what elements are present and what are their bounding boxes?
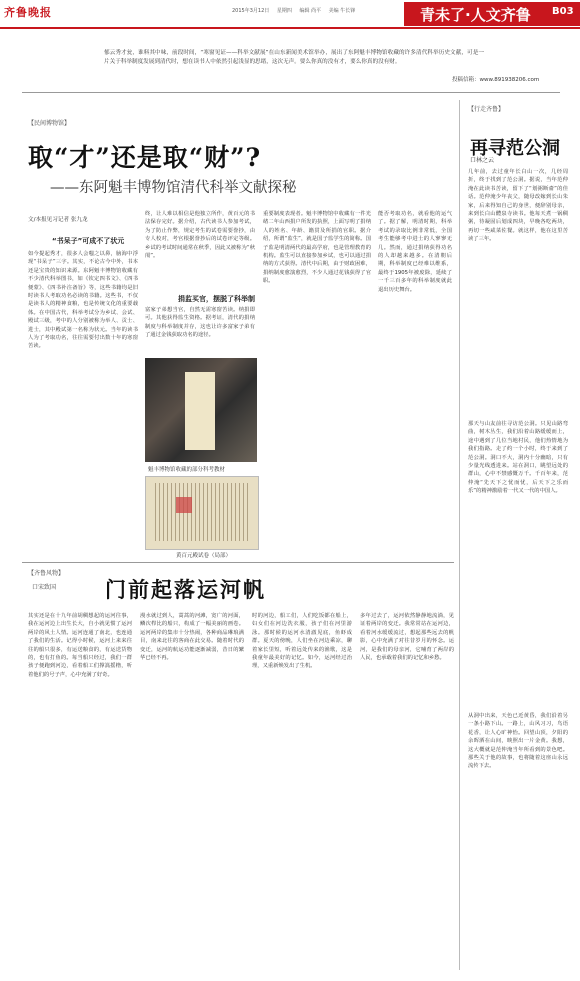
section-head-1: “书呆子”可成不了状元 [52,237,125,245]
page-number: B03 [552,6,574,17]
left-article-subtitle: ——东阿魁丰博物馆清代科举文献探秘 [50,180,297,196]
book-cover [185,372,215,450]
right-col-3: 从洞中出来，天色已近黄昏，我们沿着另一条小路下山。一路上，山风习习，鸟语花香，让人心旷神怡。回望山顶，夕阳的余晖洒在山间，映照出一片金黄。我想，这大概就是范仲淹当年所看到的景色吧。那些关于他的故事，也将随着这座山永远流传下去。 [468,713,568,770]
header-meta [232,7,361,14]
left-article-byline: 文/本报见习记者 张九龙 [28,217,88,223]
exam-paper-photo [145,476,259,550]
bottom-article-tag: 【齐鲁风物】 [28,570,65,577]
column-divider [459,100,460,970]
bottom-article-author: 口宋致国 [32,584,57,591]
bottom-article-title: 门前起落运河帆 [105,577,266,602]
left-col-5: 能否考取功名，就看他的运气了。据了解，明清时期，科举考试的录取比例非常低，全国考生能够考中进士的人寥寥无几。然而，通过捐纳获得功名的人却越来越多。在清朝后期，科举制度已经难以维系，最终于1905年被废除，延续了一千三百多年的科举制度就此退出历史舞台。 [378,211,452,293]
section-title: 青未了·人文齐鲁 [420,6,531,24]
issue-date: 2015年3月12日 [232,8,270,14]
contact-email: 投稿信箱：www.891938206.com [452,77,540,83]
left-article-title: 取“才”还是取“财”? [28,143,262,172]
right-col-1: 几年前，去过童年长白山一次，几经周折，终于找到了范公洞。据说，当年范仲淹在此读书苦读，留下了“划粥断齑”的佳话。范仲淹少年丧父，随母改嫁到长山朱家，后来得知自己的身世，便辞别母亲，来到长白山醴泉寺读书。他每天煮一锅稠粥，待凝固后划成四块，早晚各吃两块，再切一些咸菜佐餐。就这样，他在这里苦读了三年。 [468,169,568,243]
bottom-col-3: 时的河边，船工们，人们吃饭都在船上，妇女们在河边洗衣服，孩子们在河里游泳。那时候的运河水清澈见底，鱼虾成群。夏天的傍晚，人们坐在河边乘凉，聊着家长里短，听着远处传来的渔歌，这是我童年最美好的记忆。如今，运河经过治理，又重新焕发出了生机。 [252,613,352,670]
photo-caption-1: 魁丰博物馆收藏的部分科考教材 [148,467,226,473]
right-article-title: 再寻范公洞 [470,138,560,159]
right-article-tag: 【行走齐鲁】 [468,106,505,113]
right-article-author: 口林之云 [470,157,495,164]
left-col-3: 富家子弟想当官，自然无需寒窗苦读。纳捐即可。其他获得监生资格。据考证，清代的捐纳制度与科举制度并存，这也让许多富家子弟有了通过金钱获取功名的途径。 [145,307,255,339]
left-article-tag: 【民间博物馆】 [28,120,71,127]
issue-weekday: 星期四 [276,8,292,14]
masthead-logo: 齐鲁晚报 [4,6,52,19]
right-col-2: 那天与山友前往寻访范公洞。只见山路弯曲，树木丛生，我们沿着山路缓缓而上，途中遇到了几位当地村民，他们热情地为我们指路。走了约一个小时，终于来到了范公洞。洞口不大，洞内十分幽暗，只有少量光线透进来。站在洞口，眺望远处的群山，心中不禁感慨万千。千百年来，范仲淹“先天下之忧而忧，后天下之乐而乐”的精神激励着一代又一代的中国人。 [468,421,568,495]
textbook-photo [145,358,257,462]
exam-paper-text [152,483,250,541]
bottom-col-2: 漫水就过到人，蒿蒿的河滩，宽广的河面，鳞次栉比的船只，构成了一幅美丽的画卷。运河两岸的集市十分热闹，各种商品琳琅满目，南来北往的客商在此交易。随着时代的变迁，运河的航运功能逐渐减弱，昔日的繁华已经不再。 [140,613,244,662]
left-col-2: 终，让人难以相信是他独立所作，黄百元的书法保存完好。据介绍，古代读书人参加考试，为了防止作弊，规定考生的试卷需要誊抄，由专人校对，考官根据誊抄后的试卷评定等级。乡试的考试时间通常在秋季，因此又被称为“秋闱”。 [145,211,255,260]
section-head-2: 捐监买官，摆脱了科举制 [178,295,255,303]
intro-blurb: 郁云秀才瓮，谁料其中味，前段时间，“寒窗见证——科举文献展”在山东新闻美术馆举办，展出了东阿魁丰博物馆收藏的许多清代科举历史文献，可是一片关于科举制度发展到清代时，想在读书人中依然引起浅显的思绪，这次无声。要么你真的没有才，要么你真的没有财。 [104,50,484,65]
intro-divider [22,92,560,93]
left-col-1: 如今提起秀才，很多人会嗤之以鼻，脑海中浮现“书呆子”三字。其实，不论古今中外，书本还是宝贵的知识来源。东阿魁丰博物馆收藏有不少清代科举图书，如《钦定四书文》、《四书便蒙》、《四书补注备旨》等，这些书籍均是旧时读书人考取功名必读的书籍。这些书，不仅是读书人的精神食粮，也是传统文化的重要载体。在中国古代，科举考试分为乡试、会试、殿试三级，考中的人分别被称为举人、贡士、进士，其中殿试第一名称为状元。当年的读书人为了考取功名，往往需要付出数十年的寒窗苦读。 [28,251,138,350]
header-rule [0,27,580,29]
left-col-4: 重要制度表现者。魁丰博物馆中收藏有一件光绪二年山西捐户所发的执照，上面写明了捐纳人的姓名、年龄、籍贯及所捐的官职。据介绍，所谓“监生”，就是国子监学生的简称。国子监是明清两代的最高学府，也是管理教育的机构。监生可以直接参加乡试，也可以通过捐纳的方式获得。清代中后期，由于财政困难，捐纳制度愈演愈烈，不少人通过花钱获得了官职。 [263,211,371,285]
designer-credit: 美编 牛长锋 [328,8,356,14]
bottom-col-4: 多年过去了，运河依然静静地流淌，见证着两岸的变迁。我常常站在运河边，看着河水缓缓流过，想起那些远去的帆影，心中充满了对往昔岁月的怀念。运河，是我们的母亲河，它哺育了两岸的人民，也承载着我们的记忆和乡愁。 [360,613,454,662]
photo-caption-2: 黄百元殿试卷（局部） [176,553,232,559]
bottom-col-1: 其实还是在十九年前胡稠想起的运河往事，我在运河边上出生长大，自小就见惯了运河两岸的风土人情。运河连通了南北，也连通了我们的生活。记得小时候，运河上来来往往的船只很多，有运送粮食的，有运送货物的，也有打鱼的。每当船只经过，我们一群孩子便跑到河边，看着船工们撑篙摇橹，听着他们的号子声，心中充满了好奇。 [28,613,132,678]
red-seal [176,497,192,513]
editor-credit: 编辑 尚平 [299,8,322,14]
bottom-divider [22,562,454,563]
